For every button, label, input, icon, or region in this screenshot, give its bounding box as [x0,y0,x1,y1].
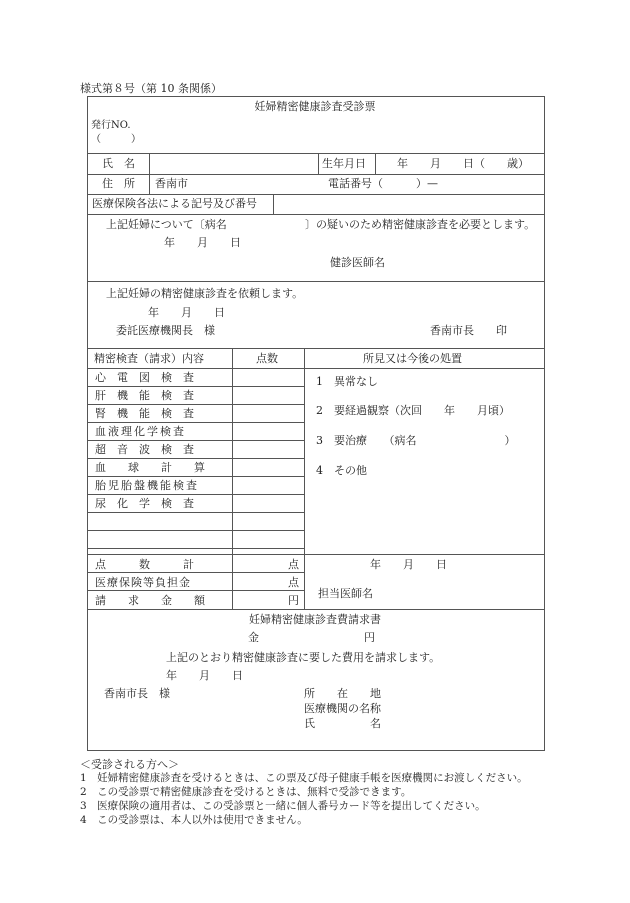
insurance-share-label: 医療保険等負担金 [95,576,191,589]
insurance-share-unit: 点 [288,576,299,589]
exam-item: 尿 化 学 検 査 [95,497,194,510]
request-from: 香南市長 印 [430,324,507,337]
total-points-label: 点 数 計 [95,558,194,571]
total-points-unit: 点 [288,558,299,571]
name-label: 氏 名 [102,157,135,170]
note-item: 4 この受診票は、本人以外は使用できません。 [80,814,308,826]
request-statement: 上記妊婦の精密健康診査を依頼します。 [106,287,304,300]
doctor-statement-b: 〕の疑いのため精密健康診査を必要とします。 [305,218,536,231]
bill-title: 妊婦精密健康診査費請求書 [249,613,381,626]
bill-to: 香南市長 様 [104,687,170,700]
bill-statement: 上記のとおり精密健康診査に要した費用を請求します。 [166,651,441,664]
bill-amount-unit: 円 [364,631,375,644]
findings-date: 年 月 日 [370,558,447,571]
bill-date: 年 月 日 [166,669,243,682]
bill-amount-prefix: 金 [248,631,259,644]
insurance-label: 医療保険各法による記号及び番号 [92,197,257,210]
request-date: 年 月 日 [148,306,225,319]
doctor-date: 年 月 日 [164,236,241,249]
exam-item: 胎児胎盤機能検査 [95,479,199,492]
finding-4: 4 その他 [316,464,367,477]
phone-label: 電話番号（ ）— [328,177,438,190]
doctor-signature: 健診医師名 [330,256,385,269]
bill-field-institution: 医療機関の名称 [304,702,381,715]
exam-item: 超 音 波 検 査 [95,443,194,456]
exam-item: 腎 機 能 検 査 [95,407,194,420]
note-item: 2 この受診票で精密健康診査を受けるときは、無料で受診できます。 [80,786,412,798]
finding-2: 2 要経過観察（次回 年 月頃） [316,404,510,417]
issue-number-value: （ ） [91,134,141,145]
bill-field-address: 所 在 地 [304,687,381,700]
header-exam: 精密検査（請求）内容 [94,352,204,365]
claim-amount-unit: 円 [288,594,299,607]
note-item: 3 医療保険の適用者は、この受診票と一緒に個人番号カード等を提出してください。 [80,800,486,812]
issue-number-label: 発行NO. [91,120,131,131]
header-points: 点数 [256,352,278,365]
notes-heading: ＜受診される方へ＞ [80,758,179,771]
exam-item: 心 電 図 検 査 [95,371,194,384]
finding-1: 1 異常なし [316,375,378,388]
exam-item: 血 球 計 算 [95,461,205,474]
doctor-statement-a: 上記妊婦について〔病名 [106,218,227,231]
form-number: 様式第８号（第 10 条関係） [80,82,222,95]
form-title: 妊婦精密健康診査受診票 [254,100,376,113]
exam-item: 血液理化学検査 [95,425,186,438]
dob-value: 年 月 日（ 歳） [397,157,529,170]
dob-label: 生年月日 [322,157,366,170]
request-to: 委託医療機関長 様 [116,324,215,337]
findings-doctor: 担当医師名 [318,587,373,600]
exam-item: 肝 機 能 検 査 [95,389,194,402]
header-findings: 所見又は今後の処置 [363,352,462,365]
address-value: 香南市 [155,177,188,190]
claim-amount-label: 請 求 金 額 [95,594,205,607]
note-item: 1 妊婦精密健康診査を受けるときは、この票及び母子健康手帳を医療機関にお渡しください。 [80,772,528,784]
bill-field-name: 氏 名 [304,717,381,730]
address-label: 住 所 [102,177,135,190]
finding-3: 3 要治療 （病名 ） [316,434,516,447]
